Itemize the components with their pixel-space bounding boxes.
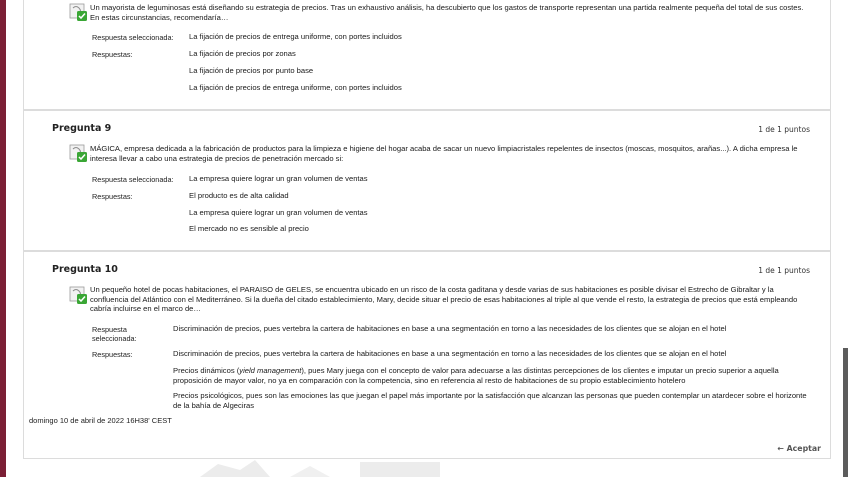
- answer-emphasis: yield management: [239, 366, 302, 375]
- question-points: 1 de 1 puntos: [758, 266, 810, 275]
- answer-option: El mercado no es sensible al precio: [189, 224, 309, 233]
- question-9-card: [23, 110, 831, 251]
- answer-option: La fijación de precios por punto base: [189, 66, 314, 75]
- question-8-card: [23, 0, 831, 110]
- test-results-content: [23, 0, 831, 477]
- selected-answer: La fijación de precios de entrega uniforme, con portes incluidos: [189, 32, 402, 41]
- selected-answer-label: Respuesta: [92, 325, 127, 334]
- background-logo-icon: [200, 456, 440, 477]
- selected-answer: Discriminación de precios, pues vertebra la cartera de habitaciones en base a una segmentación en torno a las necesidades de los clientes que se alojan en el hotel: [173, 324, 727, 333]
- correct-answer-icon: [69, 144, 88, 163]
- question-title: Pregunta 9: [52, 123, 112, 134]
- accept-button[interactable]: ← Aceptar: [777, 444, 821, 453]
- correct-answer-icon: [69, 3, 88, 22]
- selected-answer-label: Respuesta seleccionada:: [92, 33, 174, 42]
- question-10-text: Un pequeño hotel de pocas habitaciones, el PARAISO de GELES, se encuentra ubicado en un risco de la costa gaditana y desde varias de sus habitaciones es posible divisar el Estrecho de Gibraltar y la confluencia del Atlántico con el Mediterráneo. Si la dueña del citado establecimiento, Mary, decide situar el precio de esas habitaciones al triple al que vende el resto, la estrategia de precios que está empleando cabría incluirse en el marco de…: [90, 285, 798, 313]
- answers-label: Respuestas:: [92, 192, 133, 201]
- answer-option: Precios psicológicos, pues son las emociones las que juegan el papel más importante por la satisfacción que alcanzan las personas que pueden contemplar un atardecer sobre el horizonte de la bahía de Algeciras: [173, 391, 807, 410]
- question-8-text: Un mayorista de leguminosas está diseñando su estrategia de precios. Tras un exhaustivo análisis, ha descubierto que los gastos de transporte representan una partida realmente pequeña del total de sus costes. En estas circunstancias, recomendaría…: [90, 3, 804, 22]
- selected-answer-label-line-2: seleccionada:: [92, 334, 137, 343]
- answer-text: ), pues Mary juega con el concepto de valor para adecuarse a las distintas percepciones de los clientes e imputar un precio superior a aquella proposición de mayor valor, no ya en comparación con la competencia, sino en referencia al resto de habitaciones de su propio establecimiento hotelero: [173, 366, 779, 385]
- answer-text: Precios dinámicos (: [173, 366, 240, 375]
- question-9-text: MÁGICA, empresa dedicada a la fabricación de productos para la limpieza e higiene del hogar acaba de sacar un nuevo limpiacristales repelentes de insectos (moscas, mosquitos, arañas...). A dicha empresa le interesa llevar a cabo una estrategia de precios de penetración mercado si:: [90, 144, 798, 163]
- submission-date: domingo 10 de abril de 2022 16H38' CEST: [29, 416, 172, 425]
- question-points: 1 de 1 puntos: [758, 125, 810, 134]
- left-accent-bar: [0, 0, 6, 477]
- answer-option: La empresa quiere lograr un gran volumen de ventas: [189, 208, 368, 217]
- question-title: Pregunta 10: [52, 264, 118, 275]
- question-10-card: [23, 251, 831, 459]
- answers-label: Respuestas:: [92, 50, 133, 59]
- selected-answer: La empresa quiere lograr un gran volumen de ventas: [189, 174, 368, 183]
- correct-answer-icon: [69, 286, 88, 305]
- scrollbar-thumb[interactable]: [843, 348, 848, 477]
- selected-answer-label: Respuesta seleccionada:: [92, 175, 174, 184]
- answer-option: La fijación de precios por zonas: [189, 49, 296, 58]
- answers-label: Respuestas:: [92, 350, 133, 359]
- answer-option: El producto es de alta calidad: [189, 191, 289, 200]
- answer-option: La fijación de precios de entrega uniforme, con portes incluidos: [189, 83, 402, 92]
- answer-option: Discriminación de precios, pues vertebra la cartera de habitaciones en base a una segmentación en torno a las necesidades de los clientes que se alojan en el hotel: [173, 349, 727, 358]
- answer-option: [173, 366, 813, 385]
